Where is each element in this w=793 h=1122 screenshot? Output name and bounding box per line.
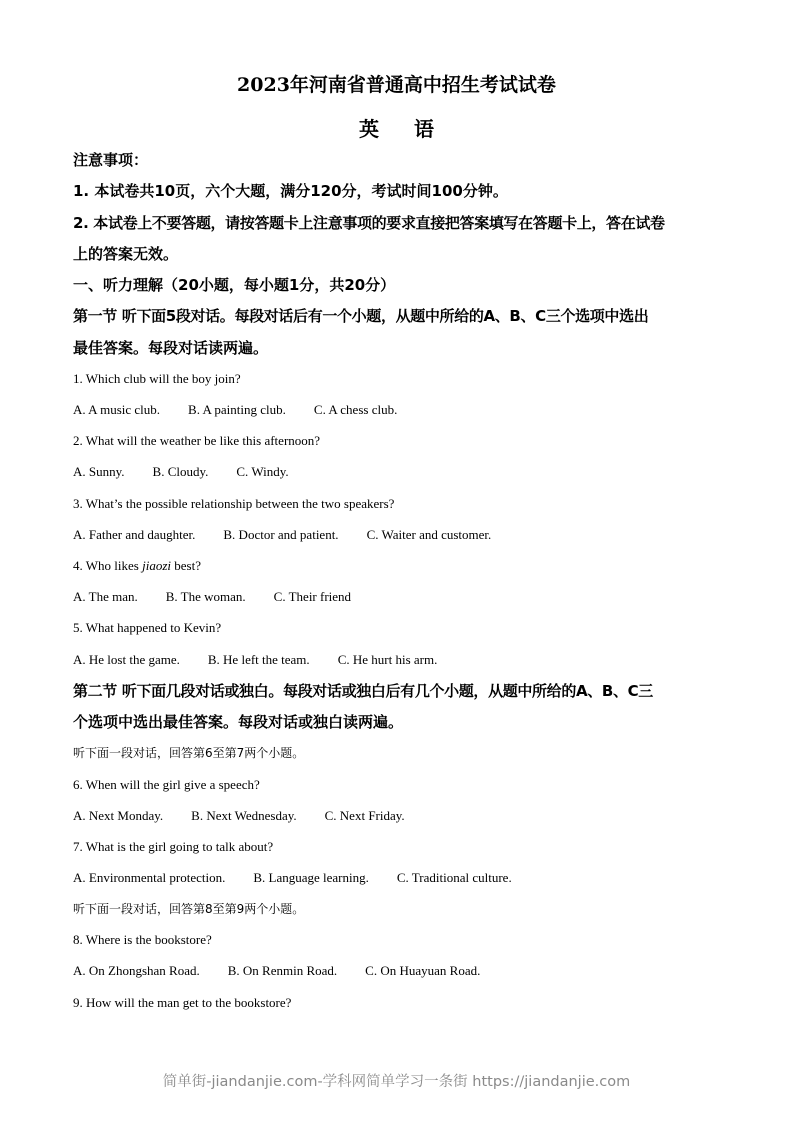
question-3-options <box>73 526 491 544</box>
option-c: C. On Huayuan Road. <box>365 963 481 978</box>
option-b: B. Cloudy. <box>152 464 209 479</box>
section2-instruction-line-1: 第二节 听下面几段对话或独白。每段对话或独白后有几个小题，从题中所给的A、B、C三 <box>73 682 653 700</box>
option-a: A. He lost the game. <box>73 652 180 667</box>
option-b: B. A painting club. <box>188 402 286 417</box>
question-2: 2. What will the weather be like this afternoon? <box>73 433 321 448</box>
question-4-prefix: 4. Who likes <box>73 558 143 573</box>
option-b: B. The woman. <box>165 589 246 604</box>
option-a: A. Environmental protection. <box>73 870 226 885</box>
option-b: B. Doctor and patient. <box>223 527 339 542</box>
option-c: C. Their friend <box>273 589 352 604</box>
question-5-options <box>73 651 437 669</box>
option-c: C. Waiter and customer. <box>366 527 492 542</box>
footer-watermark: 简单街-jiandanjie.com-学科网简单学习一条街 https://jiandanjie.com <box>162 1074 631 1090</box>
option-c: C. A chess club. <box>313 402 398 417</box>
part1-heading: 一、听力理解（20小题，每小题1分，共20分） <box>73 276 396 294</box>
question-8-options <box>73 962 480 980</box>
section1-instruction-line-2: 最佳答案。每段对话读两遍。 <box>73 339 269 357</box>
option-a: A. Next Monday. <box>73 808 164 823</box>
option-a: A. The man. <box>73 589 138 604</box>
question-7: 7. What is the girl going to talk about? <box>73 839 274 854</box>
question-2-options <box>73 463 289 481</box>
option-c: C. Next Friday. <box>324 808 405 823</box>
instruction-q8-q9: 听下面一段对话，回答第8至第9两个小题。 <box>73 902 305 916</box>
question-4-options <box>73 588 351 606</box>
option-b: B. Next Wednesday. <box>191 808 297 823</box>
section1-instruction-line-1: 第一节 听下面5段对话。每段对话后有一个小题，从题中所给的A、B、C三个选项中选出 <box>73 307 649 325</box>
notice-item-1: 1. 本试卷共10页，六个大题，满分120分，考试时间100分钟。 <box>73 182 508 200</box>
option-b: B. On Renmin Road. <box>227 963 338 978</box>
question-7-options <box>73 869 512 887</box>
option-a: A. A music club. <box>73 402 161 417</box>
question-4-suffix: best? <box>171 558 201 573</box>
option-a: A. Father and daughter. <box>73 527 196 542</box>
exam-title: 2023年河南省普通高中招生考试试卷 <box>237 74 556 96</box>
notice-item-2-line-2: 上的答案无效。 <box>73 245 179 263</box>
question-8: 8. Where is the bookstore? <box>73 932 212 947</box>
question-4-italic-word: jiaozi <box>142 558 171 573</box>
question-6-options <box>73 807 405 825</box>
section2-instruction-line-2: 个选项中选出最佳答案。每段对话或独白读两遍。 <box>73 713 404 731</box>
question-4 <box>73 557 201 575</box>
question-1: 1. Which club will the boy join? <box>73 371 241 386</box>
question-3: 3. What’s the possible relationship between the two speakers? <box>73 496 395 511</box>
notice-heading: 注意事项： <box>73 151 149 169</box>
option-a: A. On Zhongshan Road. <box>73 963 200 978</box>
question-9: 9. How will the man get to the bookstore? <box>73 995 292 1010</box>
question-1-options <box>73 401 397 419</box>
option-a: A. Sunny. <box>73 464 125 479</box>
notice-item-2-line-1: 2. 本试卷上不要答题，请按答题卡上注意事项的要求直接把答案填写在答题卡上，答在试卷 <box>73 214 665 232</box>
question-5: 5. What happened to Kevin? <box>73 620 222 635</box>
subject-title: 英 语 <box>359 117 448 141</box>
question-6: 6. When will the girl give a speech? <box>73 777 260 792</box>
option-c: C. He hurt his arm. <box>337 652 438 667</box>
option-c: C. Traditional culture. <box>396 870 512 885</box>
instruction-q6-q7: 听下面一段对话，回答第6至第7两个小题。 <box>73 746 305 760</box>
option-c: C. Windy. <box>236 464 289 479</box>
option-b: B. He left the team. <box>207 652 310 667</box>
option-b: B. Language learning. <box>253 870 369 885</box>
